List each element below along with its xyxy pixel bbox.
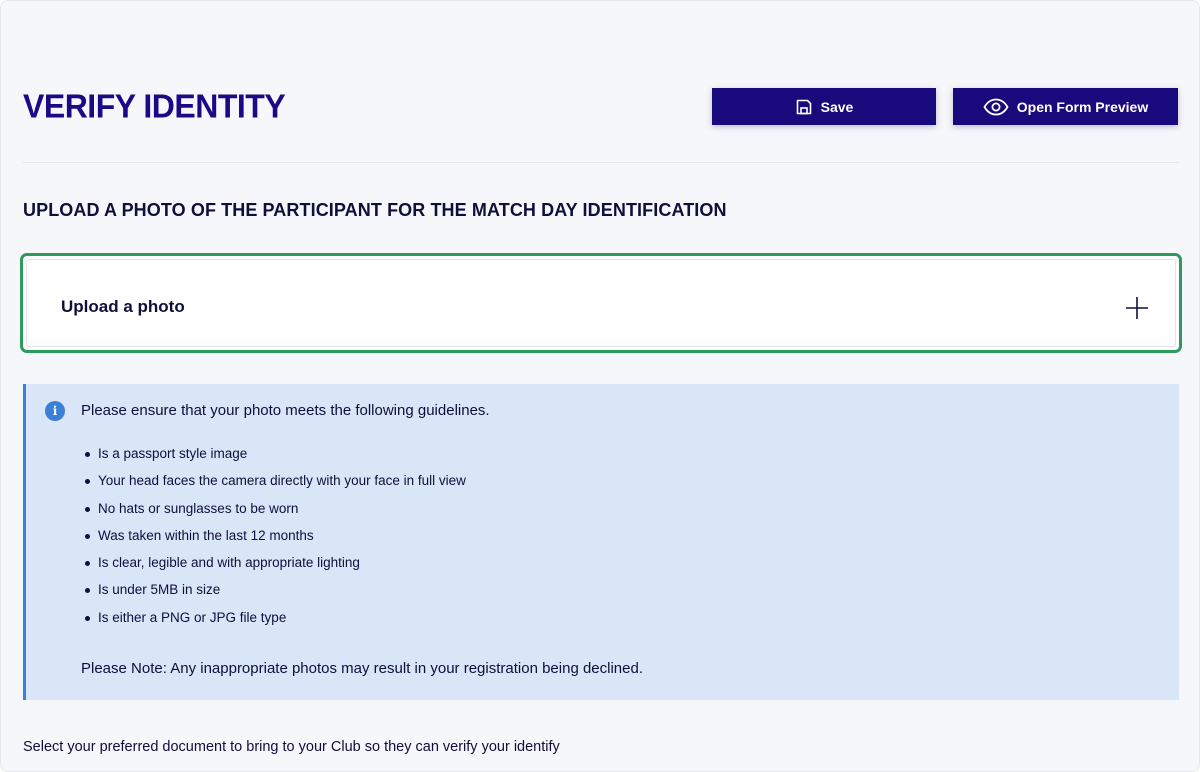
eye-icon: [983, 98, 1009, 116]
header-divider: [23, 162, 1179, 163]
guideline-item: Is clear, legible and with appropriate lighting: [98, 553, 466, 580]
info-icon: i: [45, 401, 65, 421]
page-title: VERIFY IDENTITY: [23, 87, 286, 125]
save-button[interactable]: [712, 88, 936, 125]
guideline-item: Is under 5MB in size: [98, 580, 466, 607]
upload-photo-inner: [26, 259, 1176, 347]
guideline-item: Is a passport style image: [98, 444, 466, 471]
guidelines-info-box: [23, 384, 1179, 700]
info-note: Please Note: Any inappropriate photos may result in your registration being declined.: [81, 660, 643, 677]
save-icon: [795, 98, 813, 116]
upload-photo-label: Upload a photo: [61, 297, 185, 316]
info-heading: Please ensure that your photo meets the following guidelines.: [81, 402, 490, 419]
upload-photo-dropzone[interactable]: [20, 253, 1182, 353]
guideline-item: Was taken within the last 12 months: [98, 526, 466, 553]
page-header: [23, 87, 1179, 127]
document-select-prompt: Select your preferred document to bring to your Club so they can verify your identify: [23, 739, 560, 755]
guideline-item: Is either a PNG or JPG file type: [98, 608, 466, 635]
plus-icon[interactable]: [1125, 296, 1149, 320]
open-form-preview-button[interactable]: [953, 88, 1178, 125]
guideline-item: Your head faces the camera directly with your face in full view: [98, 471, 466, 498]
save-button-label: Save: [820, 98, 854, 115]
guidelines-list: [98, 444, 466, 635]
guideline-item: No hats or sunglasses to be worn: [98, 499, 466, 526]
open-form-preview-label: Open Form Preview: [1016, 98, 1149, 115]
section-title: UPLOAD A PHOTO OF THE PARTICIPANT FOR THE MATCH DAY IDENTIFICATION: [23, 200, 727, 220]
